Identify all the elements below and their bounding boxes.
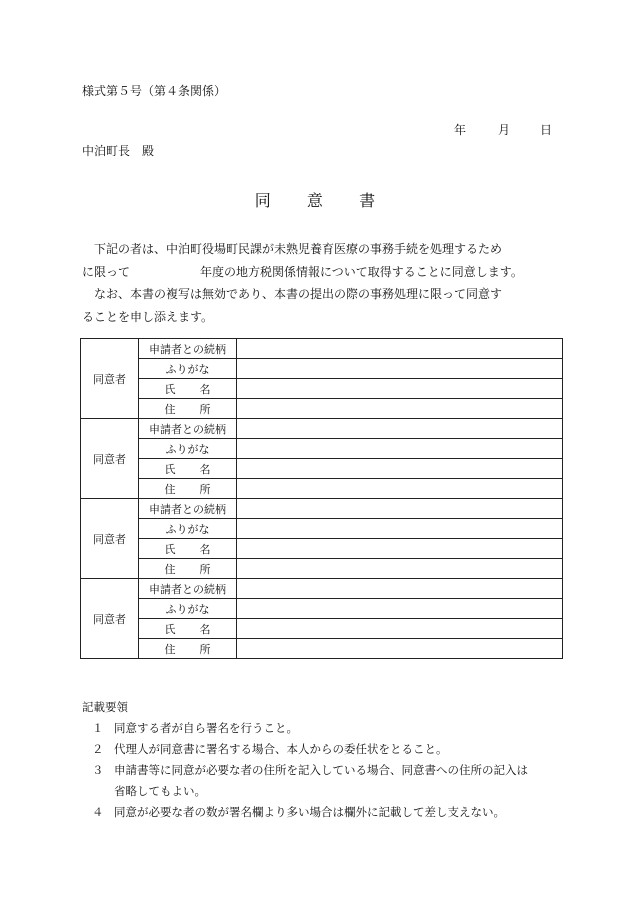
title-char-2: 意 xyxy=(306,191,324,210)
consenter-group-label: 同意者 xyxy=(81,419,139,499)
consent-row xyxy=(81,419,563,439)
field-value[interactable] xyxy=(237,379,563,399)
field-label: 住 所 xyxy=(139,639,237,659)
consenter-group-label: 同意者 xyxy=(81,579,139,659)
consent-row xyxy=(81,359,563,379)
title-char-1: 同 xyxy=(254,191,271,210)
field-label: 住 所 xyxy=(139,559,237,579)
instruction-item: ３ 申請書等に同意が必要な者の住所を記入している場合、同意書への住所の記入は 省略してもよい。 xyxy=(92,763,528,798)
field-value[interactable] xyxy=(237,479,563,499)
field-label: 申請者との続柄 xyxy=(139,579,237,599)
statement-line-3: なお、本書の複写は無効であり、本書の提出の際の事務処理に限って同意す xyxy=(94,287,503,301)
consent-table xyxy=(80,338,563,659)
field-label: 氏 名 xyxy=(139,459,237,479)
consenter-group-label: 同意者 xyxy=(81,499,139,579)
addressee: 中泊町長 殿 xyxy=(82,144,155,158)
field-value[interactable] xyxy=(237,439,563,459)
consent-row xyxy=(81,499,563,519)
field-value[interactable] xyxy=(237,639,563,659)
field-label: ふりがな xyxy=(139,519,237,539)
date-year-label: 年 xyxy=(454,123,467,137)
consent-row xyxy=(81,479,563,499)
consent-row xyxy=(81,399,563,419)
consent-row xyxy=(81,559,563,579)
date-day-label: 日 xyxy=(540,123,553,137)
instructions xyxy=(82,697,562,823)
field-value[interactable] xyxy=(237,599,563,619)
field-label: 住 所 xyxy=(139,479,237,499)
date-line xyxy=(454,121,552,138)
field-value[interactable] xyxy=(237,619,563,639)
statement-line-2: に限って 年度の地方税関係情報について取得することに同意します。 xyxy=(82,264,523,279)
field-value[interactable] xyxy=(237,419,563,439)
field-label: 住 所 xyxy=(139,399,237,419)
date-month-label: 月 xyxy=(498,123,511,137)
instruction-item: ４ 同意が必要な者の数が署名欄より多い場合は欄外に記載して差し支えない。 xyxy=(92,805,505,819)
consent-row xyxy=(81,599,563,619)
field-value[interactable] xyxy=(237,339,563,359)
instruction-item: １ 同意する者が自ら署名を行うこと。 xyxy=(92,721,298,735)
instruction-item: ２ 代理人が同意書に署名する場合、本人からの委任状をとること。 xyxy=(92,742,448,756)
field-label: ふりがな xyxy=(139,439,237,459)
field-value[interactable] xyxy=(237,519,563,539)
consent-row xyxy=(81,519,563,539)
field-value[interactable] xyxy=(237,499,563,519)
consent-row xyxy=(81,379,563,399)
field-value[interactable] xyxy=(237,539,563,559)
field-label: 氏 名 xyxy=(139,619,237,639)
consenter-group-label: 同意者 xyxy=(81,339,139,419)
instructions-heading: 記載要領 xyxy=(82,700,128,714)
field-label: 申請者との続柄 xyxy=(139,419,237,439)
form-number: 様式第５号（第４条関係） xyxy=(82,84,227,98)
field-value[interactable] xyxy=(237,579,563,599)
field-label: 申請者との続柄 xyxy=(139,339,237,359)
field-label: ふりがな xyxy=(139,599,237,619)
field-label: ふりがな xyxy=(139,359,237,379)
consent-row xyxy=(81,439,563,459)
field-value[interactable] xyxy=(237,359,563,379)
title-char-3: 書 xyxy=(359,191,376,210)
field-value[interactable] xyxy=(237,559,563,579)
consent-row xyxy=(81,459,563,479)
consent-row xyxy=(81,539,563,559)
field-label: 氏 名 xyxy=(139,379,237,399)
consent-row xyxy=(81,619,563,639)
consent-row xyxy=(81,339,563,359)
field-value[interactable] xyxy=(237,459,563,479)
field-value[interactable] xyxy=(237,399,563,419)
consent-statement xyxy=(82,238,562,328)
consent-row xyxy=(81,579,563,599)
consent-row xyxy=(81,639,563,659)
document-title xyxy=(0,188,630,211)
field-label: 申請者との続柄 xyxy=(139,499,237,519)
statement-line-4: ることを申し添えます。 xyxy=(82,309,214,324)
statement-line-1: 下記の者は、中泊町役場町民課が未熟児養育医療の事務手続を処理するため xyxy=(94,242,503,256)
field-label: 氏 名 xyxy=(139,539,237,559)
